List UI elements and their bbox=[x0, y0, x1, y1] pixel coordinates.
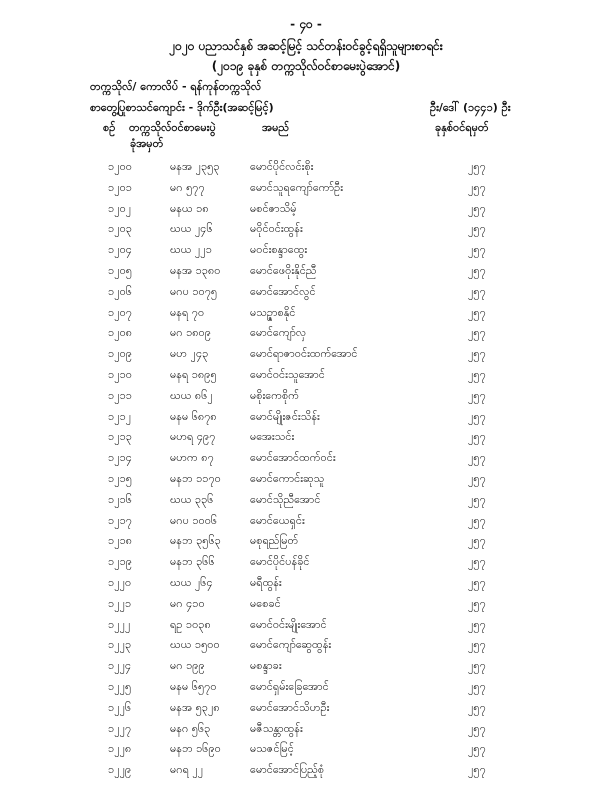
table-row bbox=[0, 616, 612, 637]
row-number: ၁၂၂၃ bbox=[108, 638, 132, 652]
roll-number: မနယ ၁၈ bbox=[170, 201, 209, 215]
roll-number: ဃယ ၁၅၀၀ bbox=[170, 638, 220, 652]
student-name: မောင်သူရကျော်ကော်ဦး bbox=[250, 180, 343, 194]
row-number: ၁၂၂၄ bbox=[108, 659, 132, 673]
table-row bbox=[0, 512, 612, 533]
row-number: ၁၂၁၂ bbox=[108, 409, 132, 423]
student-name: မောင်ဖေဝိုးနိုင်ညီ bbox=[250, 263, 317, 277]
table-row bbox=[0, 532, 612, 553]
row-number: ၁၂၂၆ bbox=[108, 700, 132, 714]
roll-number: မဂ ၁၉၉ bbox=[170, 659, 205, 673]
row-number: ၁၂၂၀ bbox=[108, 575, 132, 589]
document-subtitle: (၂၀၁၉ ခုနှစ် တက္ကသိုလ်ဝင်စာမေးပွဲအောင်) bbox=[211, 59, 401, 73]
column-header-no: စဉ် bbox=[103, 121, 116, 134]
table-row bbox=[0, 720, 612, 741]
document-title: ၂၀၂၀ ပညာသင်နှစ် အဆင့်မြင့် သင်တန်းဝင်ခွင့်ရရှိသူများစာရင်း bbox=[169, 39, 443, 53]
student-name: မရီထွန်း bbox=[250, 575, 282, 589]
column-header-roll-line2: ခုံအမှတ် bbox=[130, 137, 164, 150]
student-name: မစုရည်မြတ် bbox=[250, 534, 299, 548]
student-name: မစန္ဒာခး bbox=[250, 659, 282, 673]
results-table bbox=[0, 158, 612, 782]
table-row bbox=[0, 574, 612, 595]
roll-number: ဃယ ၈၆၂ bbox=[170, 388, 213, 402]
row-number: ၁၂၁၇ bbox=[108, 513, 132, 527]
row-number: ၁၂၀၄ bbox=[108, 243, 132, 257]
table-row bbox=[0, 324, 612, 345]
student-name: မောင်ရှမ်းခြေအောင် bbox=[250, 679, 329, 693]
score: ၂၅၇ bbox=[468, 263, 486, 277]
student-name: မဝင်းစန္ဒာထွေး bbox=[250, 243, 308, 257]
roll-number: မဂ ၁၈၀၉ bbox=[170, 326, 211, 340]
score: ၂၅၇ bbox=[468, 596, 486, 610]
score: ၂၅၇ bbox=[468, 326, 486, 340]
student-name: မောင်အောင်ပြည့်စုံ bbox=[250, 763, 325, 777]
table-row bbox=[0, 678, 612, 699]
student-name: မောင်ပိုင်ပန်ခိုင် bbox=[250, 555, 310, 569]
student-name: မောင်ကျော်ဆွေထွန်း bbox=[250, 638, 332, 652]
score: ၂၅၇ bbox=[468, 222, 486, 236]
exam-center-label: စာတွေ့ပြုစာသင်ကျောင်း - ဒိုက်ဦး(အဆင့်မြင့်) bbox=[90, 101, 274, 114]
score: ၂၅၇ bbox=[468, 513, 486, 527]
table-row bbox=[0, 241, 612, 262]
score: ၂၅၇ bbox=[468, 367, 486, 381]
row-number: ၁၂၁၈ bbox=[108, 534, 133, 548]
student-name: မောင်အောင်လွင် bbox=[250, 284, 316, 298]
row-number: ၁၂၁၁ bbox=[108, 388, 132, 402]
score: ၂၅၇ bbox=[468, 388, 486, 402]
table-row bbox=[0, 449, 612, 470]
student-name: မဇီသန္တာထွန်း bbox=[250, 721, 303, 735]
score: ၂၅၇ bbox=[468, 742, 486, 756]
score: ၂၅၇ bbox=[468, 659, 486, 673]
table-row bbox=[0, 761, 612, 782]
row-number: ၁၂၂၁ bbox=[108, 596, 132, 610]
row-number: ၁၂၀၃ bbox=[108, 222, 132, 236]
table-row bbox=[0, 636, 612, 657]
score: ၂၅၇ bbox=[468, 160, 486, 173]
student-name: မစင်ဇာသိမ့် bbox=[250, 201, 297, 215]
roll-number: မနမ ၆၅၇၀ bbox=[170, 679, 217, 693]
row-number: ၁၂၀၈ bbox=[108, 326, 133, 340]
score: ၂၅၇ bbox=[468, 451, 486, 465]
roll-number: မနဘ ၃၆၆ bbox=[170, 555, 215, 569]
roll-number: မဂပ ၁၀၀၆ bbox=[170, 513, 218, 527]
score: ၂၅၇ bbox=[468, 201, 486, 215]
student-name: မသဉ္ဇာစနိုင် bbox=[250, 305, 296, 319]
table-row bbox=[0, 345, 612, 366]
column-header-roll: တက္ကသိုလ်ဝင်စာမေးပွဲ bbox=[129, 121, 216, 134]
row-number: ၁၂၀၇ bbox=[108, 305, 132, 319]
row-number: ၁၂၂၈ bbox=[108, 742, 132, 756]
row-number: ၁၂၀၆ bbox=[108, 284, 132, 298]
student-name: မအေးသင်း bbox=[250, 430, 295, 444]
score: ၂၅၇ bbox=[468, 243, 486, 257]
student-name: မောင်ကောင်းဆုသူ bbox=[250, 471, 325, 485]
roll-number: မနမ ၆၈၇၈ bbox=[170, 409, 217, 423]
table-row bbox=[0, 657, 612, 678]
table-row bbox=[0, 283, 612, 304]
table-row bbox=[0, 428, 612, 449]
student-name: မောင်ရာဇာဝင်းထက်အောင် bbox=[250, 347, 358, 361]
row-number: ၁၂၀၁ bbox=[108, 180, 132, 194]
row-number: ၁၂၁၉ bbox=[108, 555, 132, 569]
table-row bbox=[0, 408, 612, 429]
roll-number: ရဥ ၁၀၃၈ bbox=[170, 617, 211, 631]
roll-number: မနဂ ၅၆၃ bbox=[170, 721, 211, 735]
row-number: ၁၂၀၉ bbox=[108, 347, 132, 361]
table-row bbox=[0, 304, 612, 325]
roll-number: ဃယ ၂၂၁ bbox=[170, 243, 212, 257]
table-row bbox=[0, 387, 612, 408]
roll-number: မဂ ၄၁၀ bbox=[170, 596, 205, 610]
table-row bbox=[0, 262, 612, 283]
student-name: မောင်ဝင်းမျိုးအောင် bbox=[250, 617, 327, 631]
table-row bbox=[0, 158, 612, 179]
region-label: တက္ကသိုလ်/ ကောလိပ် - ရန်ကုန်တက္ကသိုလ် bbox=[90, 80, 262, 93]
roll-number: ဃယ ၃၃၆ bbox=[170, 492, 214, 506]
score: ၂၅၇ bbox=[468, 492, 486, 506]
table-row bbox=[0, 740, 612, 761]
row-number: ၁၂၁၆ bbox=[108, 492, 132, 506]
score: ၂၅၇ bbox=[468, 721, 486, 735]
roll-number: မနအ ၂၃၅၃ bbox=[170, 160, 220, 173]
student-name: မသဇင်မြင့် bbox=[250, 742, 294, 756]
roll-number: မဟက ၈၇ bbox=[170, 451, 214, 465]
table-row bbox=[0, 179, 612, 200]
score: ၂၅၇ bbox=[468, 575, 486, 589]
table-row bbox=[0, 699, 612, 720]
table-row bbox=[0, 200, 612, 221]
student-name: မောင်မျိုးဇင်းသိန်း bbox=[250, 409, 320, 423]
roll-number: မဂပ ၁၀၇၅ bbox=[170, 284, 218, 298]
student-name: မဝိုင်ဝင်းထွန်း bbox=[250, 222, 303, 236]
table-row bbox=[0, 595, 612, 616]
roll-number: မနရ ၁၈၉၅ bbox=[170, 367, 217, 381]
roll-number: မဂရ ၂၂ bbox=[170, 763, 204, 777]
roll-number: မနဘ ၁၆၉၀ bbox=[170, 742, 221, 756]
table-row bbox=[0, 470, 612, 491]
student-name: မောင်ယေရှင်း bbox=[250, 513, 305, 527]
student-name: မောင်အောင်သိဟဦး bbox=[250, 700, 330, 714]
table-row bbox=[0, 220, 612, 241]
roll-number: ဃယ ၂၆၄ bbox=[170, 575, 213, 589]
student-name: မစေခင် bbox=[250, 596, 281, 610]
row-number: ၁၂၁၅ bbox=[108, 471, 132, 485]
row-number: ၁၂၀၅ bbox=[108, 263, 132, 277]
table-row bbox=[0, 491, 612, 512]
roll-number: မနရ ၇၀ bbox=[170, 305, 205, 319]
score: ၂၅၇ bbox=[468, 763, 486, 777]
student-name: မစိုးကေစိုက် bbox=[250, 388, 299, 402]
roll-number: ဃယ ၂၄၆ bbox=[170, 222, 213, 236]
score: ၂၅၇ bbox=[468, 617, 486, 631]
student-name: မောင်ဝင်းသူအောင် bbox=[250, 367, 325, 381]
roll-number: မဂ ၅၇၇ bbox=[170, 180, 205, 194]
roll-number: မနအ ၅၃၂၈ bbox=[170, 700, 220, 714]
row-number: ၁၂၂၂ bbox=[108, 617, 131, 631]
student-name: မောင်ကျော်လှ bbox=[250, 326, 307, 340]
score: ၂၅၇ bbox=[468, 180, 486, 194]
row-number: ၁၂၀၂ bbox=[108, 201, 132, 215]
score: ၂၅၇ bbox=[468, 471, 486, 485]
score: ၂၅၇ bbox=[468, 638, 486, 652]
row-number: ၁၂၁၃ bbox=[108, 430, 132, 444]
table-row bbox=[0, 553, 612, 574]
roll-number: မဟရ ၄၉၇ bbox=[170, 430, 216, 444]
score: ၂၅၇ bbox=[468, 409, 486, 423]
score: ၂၅၇ bbox=[468, 284, 486, 298]
row-number: ၁၂၁၀ bbox=[108, 367, 132, 381]
score: ၂၅၇ bbox=[468, 430, 486, 444]
score: ၂၅၇ bbox=[468, 679, 486, 693]
roll-number: မနဘ ၁၁၇၀ bbox=[170, 471, 221, 485]
score: ၂၅၇ bbox=[468, 534, 486, 548]
row-number: ၁၂၂၉ bbox=[108, 763, 132, 777]
student-name: မောင်ပိုင်လင်းစိုး bbox=[250, 160, 314, 173]
score: ၂၅၇ bbox=[468, 555, 486, 569]
score: ၂၅၇ bbox=[468, 305, 486, 319]
student-name: မောင်သိုညီအောင် bbox=[250, 492, 321, 506]
roll-number: မနဘ ၃၅၆၃ bbox=[170, 534, 221, 548]
page-number: - ၄၀ - bbox=[290, 17, 322, 31]
row-number: ၁၂၁၄ bbox=[108, 451, 132, 465]
table-row bbox=[0, 366, 612, 387]
roll-number: မဟ ၂၄၃ bbox=[170, 347, 209, 361]
row-number: ၁၂၂၇ bbox=[108, 721, 132, 735]
score: ၂၅၇ bbox=[468, 347, 486, 361]
exam-summary-label: ဦး/ဒေါ် (၁၄၄၁) ဦး bbox=[430, 101, 511, 114]
column-header-name: အမည် bbox=[262, 121, 290, 134]
roll-number: မနအ ၁၃၈၀ bbox=[170, 263, 221, 277]
column-header-score: ခုနှစ်ဝင်ရမှတ် bbox=[435, 121, 489, 134]
row-number: ၁၂၀၀ bbox=[108, 160, 132, 173]
student-name: မောင်အောင်ထက်ဝင်း bbox=[250, 451, 336, 465]
score: ၂၅၇ bbox=[468, 700, 486, 714]
row-number: ၁၂၂၅ bbox=[108, 679, 132, 693]
